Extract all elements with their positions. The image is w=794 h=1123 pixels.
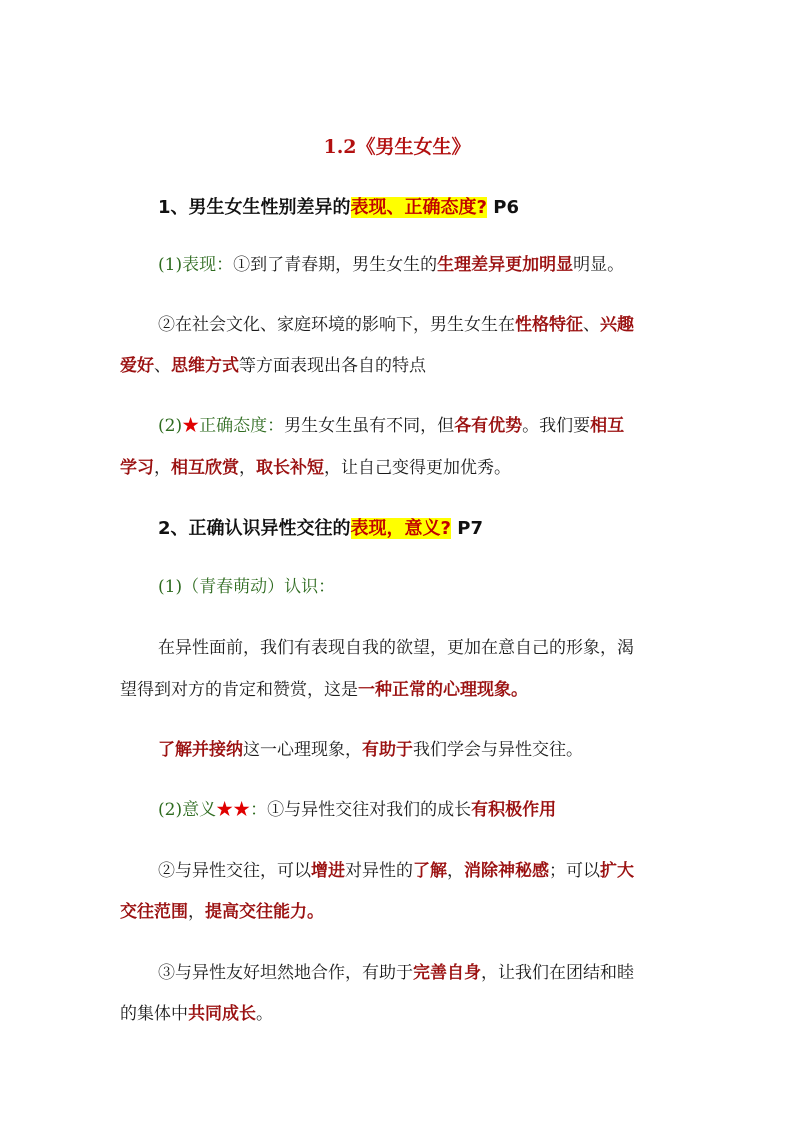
- p7-label: (2)意义: [158, 800, 217, 820]
- q1-highlight: 表现、正确态度?: [350, 197, 487, 218]
- p4-label: (1)（青春萌动）认识：: [158, 577, 336, 597]
- paragraph-9-line-1: [158, 961, 718, 985]
- paragraph-7: [158, 798, 718, 822]
- p7-text-1: ①与异性交往对我们的成长: [267, 800, 472, 820]
- paragraph-8-line-1: [158, 859, 718, 883]
- p3-label: 正确态度：: [199, 416, 285, 436]
- paragraph-5-line-1: [158, 636, 718, 660]
- p9-text-2: ，让我们在团结和睦: [481, 963, 634, 983]
- paragraph-5-line-2: [120, 678, 680, 702]
- p1-text-1: ①到了青春期，男生女生的: [233, 255, 438, 275]
- p8-text-4: ；可以: [549, 861, 600, 881]
- question-1-heading: [158, 196, 718, 220]
- paragraph-1: [158, 253, 718, 277]
- q2-highlight: 表现，意义?: [350, 518, 451, 539]
- p2-red-4: 思维方式: [171, 356, 239, 376]
- p3-red-2: 相互: [590, 416, 625, 436]
- p1-red-1: 生理差异更加明显: [437, 255, 574, 275]
- p9-text-3: 的集体中: [120, 1004, 188, 1024]
- p8-text-3: ，: [447, 861, 464, 881]
- p8-red-2: 了解: [413, 861, 447, 881]
- p9-red-2: 共同成长: [188, 1004, 256, 1024]
- p8-red-1: 增进: [311, 861, 345, 881]
- p3-red-3: 学习: [120, 458, 154, 478]
- p6-red-1: 了解并接纳: [158, 740, 243, 760]
- p5-text-1: 在异性面前，我们有表现自我的欲望，更加在意自己的形象，渴: [158, 638, 634, 658]
- paragraph-6: [158, 738, 718, 762]
- p2-text-3: 、: [154, 356, 171, 376]
- p6-text-1: 这一心理现象，: [243, 740, 362, 760]
- p2-red-2: 兴趣: [600, 315, 634, 335]
- p3-label-num: (2): [158, 416, 183, 436]
- p7-colon: ：: [250, 800, 268, 820]
- p3-red-5: 取长补短: [256, 458, 324, 478]
- p9-red-1: 完善自身: [413, 963, 481, 983]
- p5-text-2: 望得到对方的肯定和赞赏，这是: [120, 680, 358, 700]
- question-2-heading: [158, 517, 718, 541]
- p6-red-2: 有助于: [362, 740, 413, 760]
- p3-text-3: ，: [154, 458, 171, 478]
- p2-text-4: 等方面表现出各自的特点: [239, 356, 426, 376]
- p8-red-3: 消除神秘感: [464, 861, 549, 881]
- paragraph-8-line-2: [120, 900, 680, 924]
- p2-red-3: 爱好: [120, 356, 154, 376]
- p3-red-4: 相互欣赏: [171, 458, 239, 478]
- p3-text-1: 男生女生虽有不同，但: [284, 416, 455, 436]
- p2-text-1: ②在社会文化、家庭环境的影响下，男生女生在: [158, 315, 515, 335]
- paragraph-9-line-2: [120, 1002, 680, 1026]
- p9-text-1: ③与异性友好坦然地合作，有助于: [158, 963, 413, 983]
- paragraph-4: [158, 575, 718, 599]
- p3-text-2: 。我们要: [522, 416, 591, 436]
- p8-red-6: 提高交往能力。: [205, 902, 324, 922]
- paragraph-3-line-1: [158, 414, 718, 438]
- paragraph-2-line-1: [158, 313, 718, 337]
- p8-red-4: 扩大: [600, 861, 634, 881]
- p8-text-1: ②与异性交往，可以: [158, 861, 311, 881]
- p3-text-4: ，: [239, 458, 256, 478]
- p3-text-5: ，让自己变得更加优秀。: [324, 458, 511, 478]
- p3-red-1: 各有优势: [454, 416, 523, 436]
- double-star-icon: ★★: [216, 800, 251, 820]
- q1-prefix: 1、男生女生性别差异的: [158, 197, 351, 218]
- paragraph-3-line-2: [120, 456, 680, 480]
- p6-text-2: 我们学会与异性交往。: [413, 740, 583, 760]
- page-title: 1.2《男生女生》: [323, 136, 471, 158]
- q2-prefix: 2、正确认识异性交往的: [158, 518, 351, 539]
- p8-text-5: ，: [188, 902, 205, 922]
- p8-red-5: 交往范围: [120, 902, 188, 922]
- star-icon: ★: [182, 416, 200, 436]
- p5-red-1: 一种正常的心理现象。: [358, 680, 528, 700]
- p1-text-2: 明显。: [573, 255, 625, 275]
- p2-red-1: 性格特征: [515, 315, 583, 335]
- paragraph-2-line-2: [120, 354, 680, 378]
- p7-red-1: 有积极作用: [471, 800, 557, 820]
- p2-text-2: 、: [583, 315, 600, 335]
- p8-text-2: 对异性的: [345, 861, 413, 881]
- p9-text-4: 。: [256, 1004, 273, 1024]
- q1-suffix: P6: [486, 197, 519, 218]
- p1-label: (1)表现：: [158, 255, 234, 275]
- q2-suffix: P7: [450, 518, 483, 539]
